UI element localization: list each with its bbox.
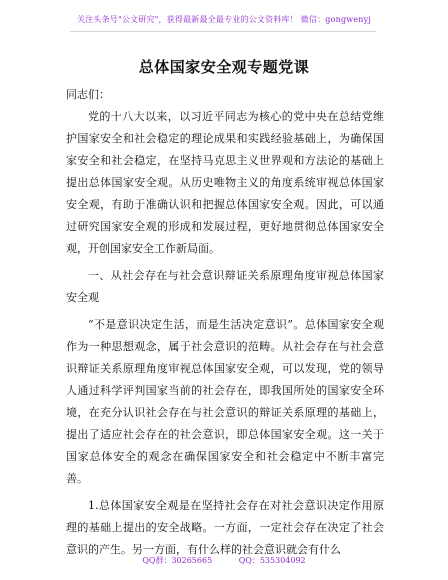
- footer-qq-group: QQ群：30265665: [142, 556, 213, 565]
- footer-contact: [0, 555, 448, 566]
- document-title: 总体国家安全观专题党课: [138, 58, 310, 76]
- document-body: [66, 106, 384, 566]
- paragraph: 党的十八大以来，以习近平同志为核心的党中央在总结党维护国家安全和社会稳定的理论成果和实践经验基础上，为确保国家安全和社会稳定，在坚持马克思主义世界观和方法论的基础上提出总体国家安全观。从历史唯物主义的角度系统审视总体国家安全观，有助于准确认识和把握总体国家安全观。因此，可以通过研究国家安全观的形成和发展过程，更好地贯彻总体国家安全观，开创国家安全工作新局面。: [66, 110, 384, 255]
- greeting: 同志们：: [66, 88, 110, 101]
- section-heading: 一、从社会存在与社会意识辩证关系原理角度审视总体国家安全观: [66, 269, 384, 304]
- header-note: 关注头条号"公文研究"，获得最新最全最专业的公文资料库！ 微信：gongwenyj: [76, 15, 372, 24]
- paragraph: “不是意识决定生活，而是生活决定意识”。总体国家安全观作为一种思想观念，属于社会意识的范畴。从社会存在与社会意识辩证关系原理角度审视总体国家安全观，可以发现，党的领导人通过科学评判国家当前的社会存在，即我国所处的国家安全环境，在充分认识社会存在与社会意识的辩证关系原理的基础上，提出了适应社会存在的社会意识，即总体国家安全观。这一关于国家总体安全的观念在确保国家安全和社会稳定中不断丰富完善。: [66, 318, 384, 485]
- header-divider: [70, 31, 376, 32]
- footer-qq: QQ：535304092: [238, 556, 306, 565]
- paragraph: 1.总体国家安全观是在坚持社会存在对社会意识决定作用原理的基础上提出的安全战略。一方面，一定社会存在决定了社会意识的产生。另一方面，有什么样的社会意识就会有什么: [66, 499, 384, 556]
